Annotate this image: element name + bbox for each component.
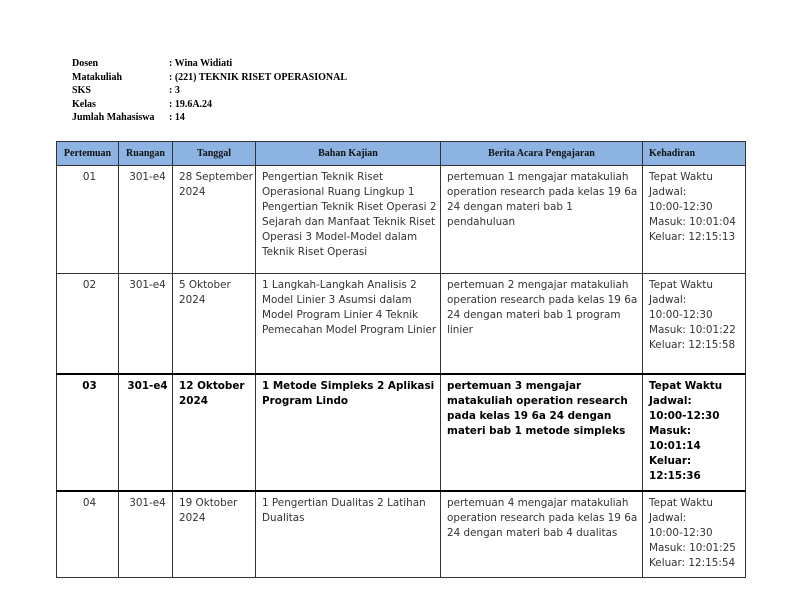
cell-bahan-kajian: Pengertian Teknik Riset Operasional Ruang Lingkup 1 Pengertian Teknik Riset Operasi 2 Sejarah dan Manfaat Teknik Riset Operasi 3 Model-Model dalam Teknik Riset Operasi	[256, 166, 441, 274]
header-row	[57, 142, 746, 166]
table-row	[57, 491, 746, 578]
attendance-jadwal-label: Jadwal:	[649, 186, 687, 198]
attendance-jadwal-label: Jadwal:	[649, 395, 692, 407]
header-tanggal: Tanggal	[173, 142, 256, 166]
info-label: Kelas	[72, 98, 96, 110]
info-value: : 14	[169, 112, 185, 123]
cell-ruangan: 301-e4	[119, 166, 173, 274]
cell-berita-acara: pertemuan 1 mengajar matakuliah operation research pada kelas 19 6a 24 dengan materi bab 1 pendahuluan	[441, 166, 643, 274]
attendance-keluar: Keluar: 12:15:58	[649, 339, 736, 351]
teaching-log-table	[56, 141, 746, 578]
cell-tanggal: 5 Oktober 2024	[173, 274, 256, 375]
attendance-jadwal-label: Jadwal:	[649, 294, 687, 306]
cell-bahan-kajian: 1 Langkah-Langkah Analisis 2 Model Linier 3 Asumsi dalam Model Program Linier 4 Teknik Pemecahan Model Program Linier	[256, 274, 441, 375]
info-value: : (221) TEKNIK RISET OPERASIONAL	[169, 71, 347, 83]
cell-berita-acara: pertemuan 4 mengajar matakuliah operation research pada kelas 19 6a 24 dengan materi bab 4 dualitas	[441, 491, 643, 578]
info-row-matakuliah	[72, 71, 347, 85]
attendance-keluar: Keluar: 12:15:36	[649, 455, 701, 482]
header-berita-acara: Berita Acara Pengajaran	[441, 142, 643, 166]
header-pertemuan: Pertemuan	[57, 142, 119, 166]
cell-berita-acara: pertemuan 2 mengajar matakuliah operation research pada kelas 19 6a 24 dengan materi bab 1 program linier	[441, 274, 643, 375]
cell-pertemuan: 04	[57, 491, 119, 578]
cell-tanggal: 19 Oktober 2024	[173, 491, 256, 578]
attendance-jadwal: 10:00-12:30	[649, 309, 713, 321]
cell-bahan-kajian: 1 Metode Simpleks 2 Aplikasi Program Lindo	[256, 374, 441, 491]
table-row	[57, 374, 746, 491]
attendance-status: Tepat Waktu	[649, 171, 713, 183]
cell-tanggal: 28 September 2024	[173, 166, 256, 274]
info-row-kelas	[72, 98, 347, 112]
attendance-jadwal-label: Jadwal:	[649, 512, 687, 524]
info-row-dosen	[72, 57, 347, 71]
cell-ruangan: 301-e4	[119, 374, 173, 491]
table-row	[57, 166, 746, 274]
attendance-keluar: Keluar: 12:15:54	[649, 557, 736, 569]
attendance-jadwal: 10:00-12:30	[649, 527, 713, 539]
attendance-masuk: Masuk: 10:01:14	[649, 425, 701, 452]
attendance-status: Tepat Waktu	[649, 279, 713, 291]
cell-pertemuan: 03	[57, 374, 119, 491]
attendance-jadwal: 10:00-12:30	[649, 410, 720, 422]
info-value: : 3	[169, 85, 180, 96]
attendance-masuk: Masuk: 10:01:22	[649, 324, 736, 336]
info-row-sks	[72, 84, 347, 98]
info-label: Matakuliah	[72, 71, 123, 83]
cell-kehadiran	[643, 166, 746, 274]
info-label: SKS	[72, 85, 91, 96]
cell-berita-acara: pertemuan 3 mengajar matakuliah operation research pada kelas 19 6a 24 dengan materi bab 1 metode simpleks	[441, 374, 643, 491]
info-value: : 19.6A.24	[169, 98, 213, 110]
cell-pertemuan: 01	[57, 166, 119, 274]
header-bahan-kajian: Bahan Kajian	[256, 142, 441, 166]
cell-tanggal: 12 Oktober 2024	[173, 374, 256, 491]
attendance-jadwal: 10:00-12:30	[649, 201, 713, 213]
info-label: Jumlah Mahasiswa	[72, 112, 155, 123]
attendance-masuk: Masuk: 10:01:25	[649, 542, 736, 554]
cell-kehadiran	[643, 491, 746, 578]
attendance-masuk: Masuk: 10:01:04	[649, 216, 736, 228]
header-ruangan: Ruangan	[119, 142, 173, 166]
cell-pertemuan: 02	[57, 274, 119, 375]
table-row	[57, 274, 746, 375]
cell-kehadiran	[643, 274, 746, 375]
header-kehadiran: Kehadiran	[643, 142, 746, 166]
info-value: : Wina Widiati	[169, 58, 233, 69]
info-row-jumlah-mahasiswa	[72, 111, 347, 125]
course-info	[72, 57, 347, 125]
info-label: Dosen	[72, 58, 99, 69]
cell-ruangan: 301-e4	[119, 491, 173, 578]
cell-kehadiran	[643, 374, 746, 491]
attendance-status: Tepat Waktu	[649, 497, 713, 509]
cell-bahan-kajian: 1 Pengertian Dualitas 2 Latihan Dualitas	[256, 491, 441, 578]
attendance-status: Tepat Waktu	[649, 380, 723, 392]
cell-ruangan: 301-e4	[119, 274, 173, 375]
attendance-keluar: Keluar: 12:15:13	[649, 231, 736, 243]
